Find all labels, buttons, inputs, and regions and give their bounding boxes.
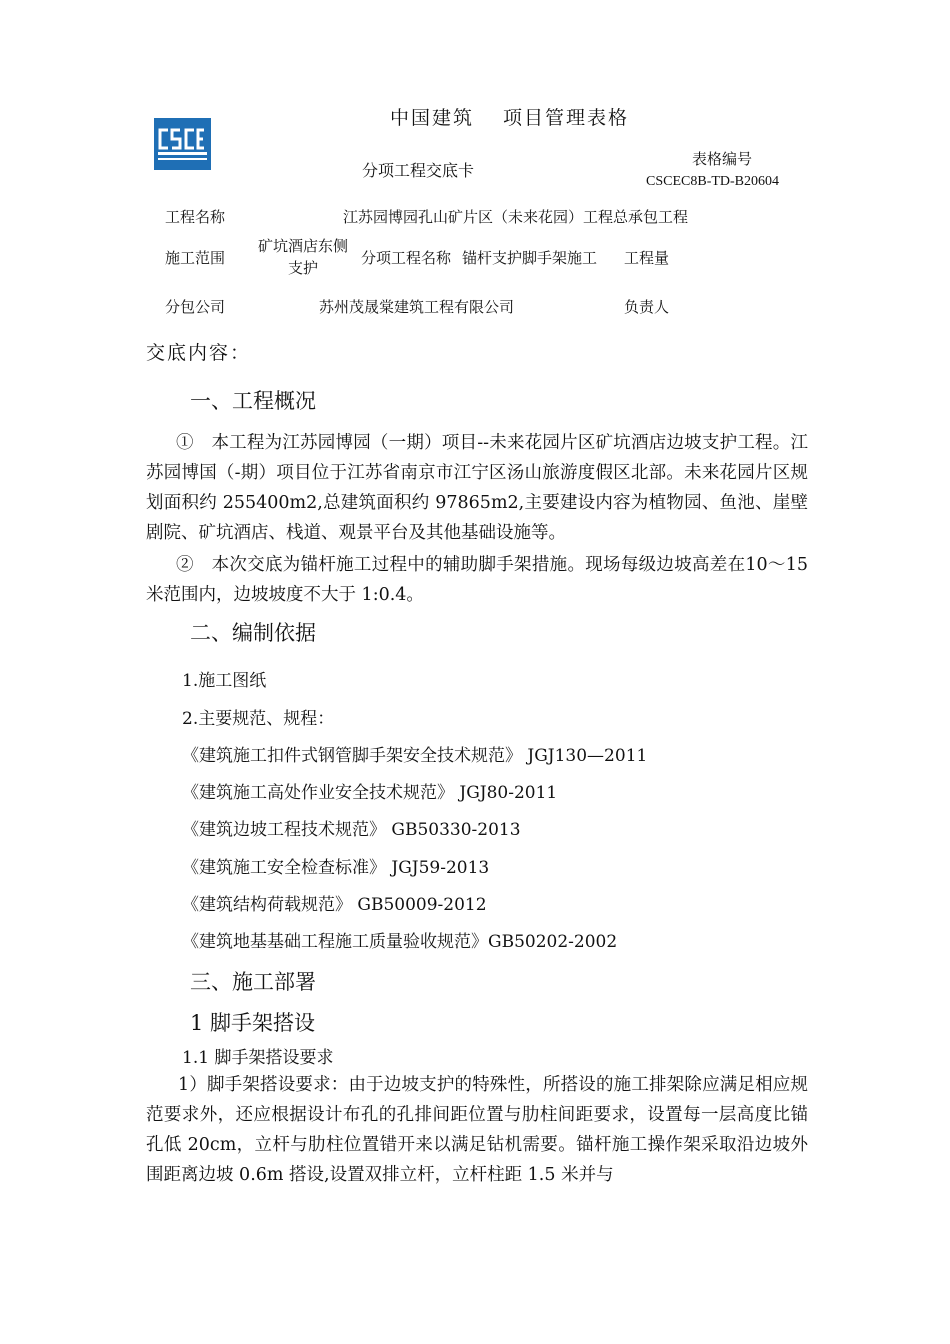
scope-label: 施工范围 xyxy=(165,249,226,267)
form-number-label: 表格编号 xyxy=(692,150,753,168)
reference-item: 《建筑施工扣件式钢管脚手架安全技术规范》 JGJ130—2011 xyxy=(182,746,648,766)
quantity-label: 工程量 xyxy=(624,249,670,267)
form-number-value: CSCEC8B-TD-B20604 xyxy=(646,174,780,189)
card-title: 分项工程交底卡 xyxy=(362,161,475,180)
basis-item-2: 2.主要规范、规程： xyxy=(182,709,335,729)
manager-label: 负责人 xyxy=(624,298,670,316)
content-label: 交底内容： xyxy=(146,342,252,364)
project-name-label: 工程名称 xyxy=(165,208,226,226)
cscec-logo-icon xyxy=(154,118,211,170)
section-3-subsection: 1.1 脚手架搭设要求 xyxy=(182,1048,334,1068)
reference-item: 《建筑施工安全检查标准》 JGJ59-2013 xyxy=(182,858,490,878)
reference-item: 《建筑地基基础工程施工质量验收规范》GB50202-2002 xyxy=(182,932,618,952)
reference-item: 《建筑施工高处作业安全技术规范》 JGJ80-2011 xyxy=(182,783,558,803)
section-1-paragraph-2: ② 本次交底为锚杆施工过程中的辅助脚手架措施。现场每级边坡高差在10～15 米范围内，边坡坡度不大于 1:0.4。 xyxy=(146,555,808,605)
subproject-label: 分项工程名称 xyxy=(361,249,452,267)
scope-value: 矿坑酒店东侧支护 xyxy=(257,237,348,277)
subproject-value: 锚杆支护脚手架施工 xyxy=(462,249,598,267)
section-3-subheading: 1 脚手架搭设 xyxy=(190,1011,316,1035)
section-2-heading: 二、编制依据 xyxy=(190,621,316,645)
section-3-paragraph-1: 1）脚手架搭设要求：由于边坡支护的特殊性，所搭设的施工排架除应满足相应规范要求外，还应根据设计布孔的孔排间距位置与肋柱间距要求，设置每一层高度比锚孔低 20cm，立杆与肋柱位置错开来以满足钻机需要。锚杆施工操作架采取沿边坡外围距离边坡 0.6m 搭设,设置双排立杆，立杆柱距 1.5 米并与 xyxy=(146,1075,808,1185)
subcontractor-label: 分包公司 xyxy=(165,298,226,316)
section-1-heading: 一、工程概况 xyxy=(190,389,316,413)
subcontractor-value: 苏州茂晟棠建筑工程有限公司 xyxy=(319,298,515,316)
section-1-paragraph-1: ① 本工程为江苏园博园（一期）项目--未来花园片区矿坑酒店边坡支护工程。江苏园博国（-期）项目位于江苏省南京市江宁区汤山旅游度假区北部。未来花园片区规划面积约 255400m2,总建筑面积约 97865m2,主要建设内容为植物园、鱼池、崖壁剧院、矿坑酒店、栈道、观景平台及其他基础设施等。 xyxy=(146,433,808,543)
project-name-value: 江苏园博园孔山矿片区（未来花园）工程总承包工程 xyxy=(343,208,689,226)
section-3-heading: 三、施工部署 xyxy=(190,970,316,994)
reference-item: 《建筑结构荷载规范》 GB50009-2012 xyxy=(182,895,487,915)
basis-item-1: 1.施工图纸 xyxy=(182,671,267,691)
reference-item: 《建筑边坡工程技术规范》 GB50330-2013 xyxy=(182,820,521,840)
header-title: 中国建筑 项目管理表格 xyxy=(390,107,630,129)
